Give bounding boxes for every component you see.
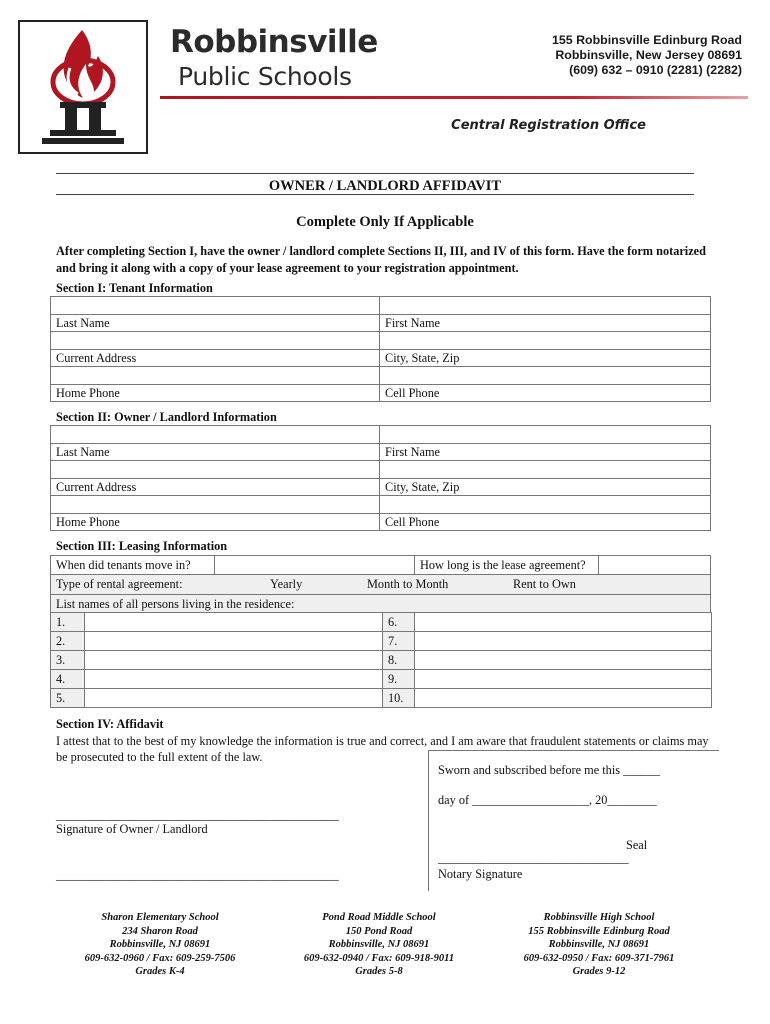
section-2-title: Section II: Owner / Landlord Information: [56, 410, 277, 424]
field-label: Current Address: [51, 479, 380, 496]
owner-city-field[interactable]: [380, 461, 711, 479]
tenant-home-phone-field[interactable]: [51, 367, 380, 385]
address-line: Robbinsville, New Jersey 08691: [555, 48, 742, 62]
owner-cell-phone-field[interactable]: [380, 496, 711, 514]
rental-type-row: [50, 575, 711, 594]
school-phone: 609-632-0940 / Fax: 609-918-9011: [303, 952, 455, 964]
field-label: First Name: [380, 444, 711, 461]
field-label: Last Name: [51, 315, 380, 332]
owner-home-phone-field[interactable]: [51, 496, 380, 514]
resident-name-field[interactable]: [415, 651, 712, 670]
school-grades: Grades K-4: [135, 966, 185, 977]
school-grades: Grades 9-12: [572, 966, 626, 977]
office-name: Central Registration Office: [451, 118, 646, 133]
footer-school-sharon: [45, 911, 275, 979]
row-number: 5.: [51, 689, 85, 708]
row-number: 6.: [383, 613, 415, 632]
owner-address-field[interactable]: [51, 461, 380, 479]
header-divider: [160, 96, 748, 99]
district-address: [552, 33, 742, 78]
school-city: Robbinsville, NJ 08691: [548, 939, 650, 950]
brand-name: Robbinsville: [170, 24, 378, 60]
affidavit-statement: I attest that to the best of my knowledge the information is true and correct, and I am aware that fraudulent statements or claims may be prosecuted to the full extent of the law.: [56, 734, 709, 764]
field-label: Cell Phone: [380, 514, 711, 531]
school-city: Robbinsville, NJ 08691: [109, 939, 211, 950]
field-label: City, State, Zip: [380, 350, 711, 367]
school-name: Sharon Elementary School: [101, 912, 219, 923]
tenant-info-table: [50, 296, 711, 402]
resident-name-field[interactable]: [85, 689, 383, 708]
owner-signature-line[interactable]: ______________________________________________: [56, 808, 339, 822]
resident-name-field[interactable]: [415, 670, 712, 689]
tenant-cell-phone-field[interactable]: [380, 367, 711, 385]
move-in-label: When did tenants move in?: [51, 556, 215, 575]
sworn-line: Sworn and subscribed before me this ______: [438, 763, 660, 777]
school-grades: Grades 5-8: [355, 966, 403, 977]
school-street: 155 Robbinsville Edinburg Road: [528, 925, 670, 937]
rental-type-label: Type of rental agreement:: [56, 577, 183, 591]
owner-info-table: [50, 425, 711, 531]
row-number: 10.: [383, 689, 415, 708]
residents-label: List names of all persons living in the residence:: [56, 597, 295, 611]
section-1-title: Section I: Tenant Information: [56, 281, 213, 295]
tenant-city-field[interactable]: [380, 332, 711, 350]
lease-length-label: How long is the lease agreement?: [415, 556, 599, 575]
school-phone: 609-632-0950 / Fax: 609-371-7961: [523, 952, 675, 964]
row-number: 7.: [383, 632, 415, 651]
tenant-address-field[interactable]: [51, 332, 380, 350]
school-street: 234 Sharon Road: [122, 925, 198, 937]
lease-length-field[interactable]: [599, 556, 711, 575]
field-label: Cell Phone: [380, 385, 711, 402]
row-number: 4.: [51, 670, 85, 689]
torch-logo-icon: [20, 22, 146, 152]
seal-label: Seal: [626, 838, 648, 852]
resident-name-field[interactable]: [415, 689, 712, 708]
field-label: First Name: [380, 315, 711, 332]
school-name: Robbinsville High School: [543, 912, 655, 923]
section-4-title: Section IV: Affidavit: [56, 717, 164, 731]
option-month-to-month[interactable]: Month to Month: [367, 577, 449, 591]
notary-signature-label: Notary Signature: [438, 867, 523, 881]
resident-name-field[interactable]: [85, 632, 383, 651]
move-in-field[interactable]: [215, 556, 415, 575]
school-name: Pond Road Middle School: [322, 912, 436, 923]
field-label: Home Phone: [51, 514, 380, 531]
address-line: (609) 632 – 0910 (2281) (2282): [569, 63, 742, 77]
school-city: Robbinsville, NJ 08691: [328, 939, 430, 950]
field-label: City, State, Zip: [380, 479, 711, 496]
form-instructions: After completing Section I, have the owner / landlord complete Sections II, III, and IV of this form. Have the form notarized and bring it along with a copy of your lease agreement to your registration appointment.: [56, 244, 706, 275]
notary-signature-line[interactable]: _______________________________: [438, 851, 629, 865]
field-label: Home Phone: [51, 385, 380, 402]
row-number: 9.: [383, 670, 415, 689]
field-label: Current Address: [51, 350, 380, 367]
resident-name-field[interactable]: [85, 670, 383, 689]
form-subtitle: Complete Only If Applicable: [296, 214, 474, 230]
option-yearly[interactable]: Yearly: [270, 577, 303, 591]
owner-signature-label: Signature of Owner / Landlord: [56, 822, 208, 836]
resident-name-field[interactable]: [85, 613, 383, 632]
resident-name-field[interactable]: [85, 651, 383, 670]
field-label: Last Name: [51, 444, 380, 461]
leasing-info-table: [50, 555, 711, 575]
footer-school-pond-road: [264, 911, 494, 979]
second-signature-line[interactable]: ______________________________________________: [56, 868, 339, 882]
tenant-last-name-field[interactable]: [51, 297, 380, 315]
tenant-first-name-field[interactable]: [380, 297, 711, 315]
brand-subtitle: Public Schools: [178, 62, 352, 91]
residents-header-row: [50, 594, 711, 613]
resident-name-field[interactable]: [415, 632, 712, 651]
owner-first-name-field[interactable]: [380, 426, 711, 444]
title-top-rule: [56, 173, 694, 174]
resident-name-field[interactable]: [415, 613, 712, 632]
option-rent-to-own[interactable]: Rent to Own: [513, 577, 576, 591]
district-logo: [18, 20, 148, 154]
row-number: 2.: [51, 632, 85, 651]
row-number: 3.: [51, 651, 85, 670]
form-title: OWNER / LANDLORD AFFIDAVIT: [268, 178, 502, 194]
row-number: 8.: [383, 651, 415, 670]
address-line: 155 Robbinsville Edinburg Road: [551, 33, 742, 47]
title-bottom-rule: [56, 194, 694, 195]
section-3-title: Section III: Leasing Information: [56, 539, 228, 553]
owner-last-name-field[interactable]: [51, 426, 380, 444]
footer-school-high: [484, 911, 714, 979]
day-of-line: day of ___________________, 20________: [438, 793, 657, 807]
residents-table: [50, 612, 712, 708]
row-number: 1.: [51, 613, 85, 632]
school-phone: 609-632-0960 / Fax: 609-259-7506: [84, 952, 236, 964]
school-street: 150 Pond Road: [345, 925, 413, 937]
